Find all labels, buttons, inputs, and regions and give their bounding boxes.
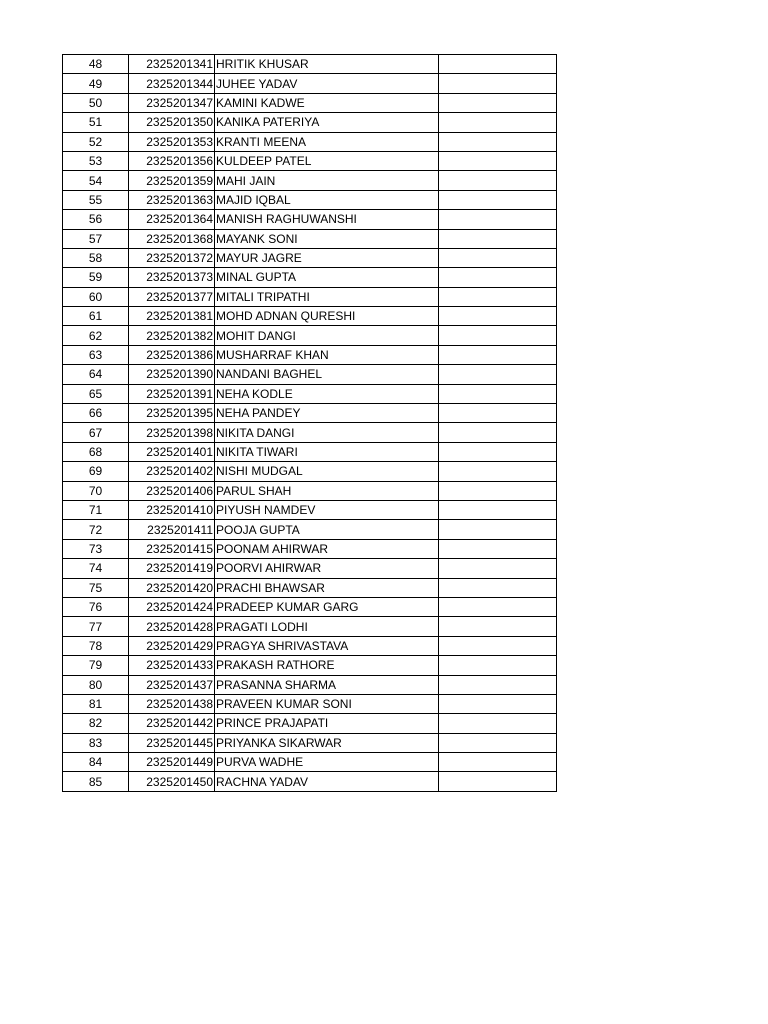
- student-name-cell: PRASANNA SHARMA: [215, 675, 439, 694]
- table-row: [63, 636, 557, 655]
- enrollment-number-cell: 2325201401: [129, 442, 215, 461]
- table-row: [63, 384, 557, 403]
- serial-number-cell: 64: [63, 365, 129, 384]
- student-name-cell: NISHI MUDGAL: [215, 462, 439, 481]
- blank-remarks-cell: [439, 423, 557, 442]
- enrollment-number-cell: 2325201359: [129, 171, 215, 190]
- student-name-cell: RACHNA YADAV: [215, 772, 439, 791]
- blank-remarks-cell: [439, 268, 557, 287]
- enrollment-number-cell: 2325201363: [129, 190, 215, 209]
- student-name-cell: POONAM AHIRWAR: [215, 539, 439, 558]
- enrollment-number-cell: 2325201410: [129, 500, 215, 519]
- enrollment-number-cell: 2325201420: [129, 578, 215, 597]
- student-name-cell: MINAL GUPTA: [215, 268, 439, 287]
- serial-number-cell: 75: [63, 578, 129, 597]
- blank-remarks-cell: [439, 113, 557, 132]
- blank-remarks-cell: [439, 151, 557, 170]
- enrollment-number-cell: 2325201356: [129, 151, 215, 170]
- student-name-cell: MAHI JAIN: [215, 171, 439, 190]
- blank-remarks-cell: [439, 93, 557, 112]
- table-row: [63, 229, 557, 248]
- table-row: [63, 597, 557, 616]
- blank-remarks-cell: [439, 55, 557, 74]
- student-name-cell: PRAGYA SHRIVASTAVA: [215, 636, 439, 655]
- enrollment-number-cell: 2325201411: [129, 520, 215, 539]
- enrollment-number-cell: 2325201402: [129, 462, 215, 481]
- table-row: [63, 326, 557, 345]
- serial-number-cell: 73: [63, 539, 129, 558]
- student-name-cell: JUHEE YADAV: [215, 74, 439, 93]
- serial-number-cell: 50: [63, 93, 129, 112]
- table-row: [63, 365, 557, 384]
- blank-remarks-cell: [439, 636, 557, 655]
- serial-number-cell: 79: [63, 656, 129, 675]
- table-row: [63, 617, 557, 636]
- serial-number-cell: 67: [63, 423, 129, 442]
- enrollment-number-cell: 2325201344: [129, 74, 215, 93]
- student-name-cell: NEHA PANDEY: [215, 404, 439, 423]
- table-row: [63, 442, 557, 461]
- student-name-cell: PURVA WADHE: [215, 753, 439, 772]
- blank-remarks-cell: [439, 462, 557, 481]
- student-list-table: [62, 54, 557, 792]
- student-name-cell: MANISH RAGHUWANSHI: [215, 210, 439, 229]
- table-row: [63, 539, 557, 558]
- enrollment-number-cell: 2325201424: [129, 597, 215, 616]
- serial-number-cell: 76: [63, 597, 129, 616]
- serial-number-cell: 61: [63, 307, 129, 326]
- student-name-cell: PRIYANKA SIKARWAR: [215, 733, 439, 752]
- table-row: [63, 248, 557, 267]
- serial-number-cell: 77: [63, 617, 129, 636]
- student-name-cell: MOHD ADNAN QURESHI: [215, 307, 439, 326]
- table-row: [63, 171, 557, 190]
- blank-remarks-cell: [439, 384, 557, 403]
- table-row: [63, 93, 557, 112]
- serial-number-cell: 70: [63, 481, 129, 500]
- enrollment-number-cell: 2325201395: [129, 404, 215, 423]
- blank-remarks-cell: [439, 578, 557, 597]
- serial-number-cell: 71: [63, 500, 129, 519]
- blank-remarks-cell: [439, 326, 557, 345]
- enrollment-number-cell: 2325201350: [129, 113, 215, 132]
- blank-remarks-cell: [439, 772, 557, 791]
- student-name-cell: PRAGATI LODHI: [215, 617, 439, 636]
- table-row: [63, 268, 557, 287]
- serial-number-cell: 72: [63, 520, 129, 539]
- serial-number-cell: 51: [63, 113, 129, 132]
- table-row: [63, 753, 557, 772]
- enrollment-number-cell: 2325201382: [129, 326, 215, 345]
- enrollment-number-cell: 2325201341: [129, 55, 215, 74]
- table-row: [63, 675, 557, 694]
- table-row: [63, 287, 557, 306]
- table-row: [63, 132, 557, 151]
- serial-number-cell: 56: [63, 210, 129, 229]
- blank-remarks-cell: [439, 442, 557, 461]
- student-name-cell: MITALI TRIPATHI: [215, 287, 439, 306]
- table-row: [63, 500, 557, 519]
- serial-number-cell: 54: [63, 171, 129, 190]
- serial-number-cell: 78: [63, 636, 129, 655]
- student-name-cell: NIKITA DANGI: [215, 423, 439, 442]
- serial-number-cell: 85: [63, 772, 129, 791]
- blank-remarks-cell: [439, 307, 557, 326]
- serial-number-cell: 65: [63, 384, 129, 403]
- table-row: [63, 714, 557, 733]
- enrollment-number-cell: 2325201438: [129, 694, 215, 713]
- student-name-cell: POORVI AHIRWAR: [215, 559, 439, 578]
- student-name-cell: MOHIT DANGI: [215, 326, 439, 345]
- blank-remarks-cell: [439, 287, 557, 306]
- blank-remarks-cell: [439, 539, 557, 558]
- enrollment-number-cell: 2325201391: [129, 384, 215, 403]
- serial-number-cell: 53: [63, 151, 129, 170]
- blank-remarks-cell: [439, 365, 557, 384]
- serial-number-cell: 58: [63, 248, 129, 267]
- table-row: [63, 151, 557, 170]
- serial-number-cell: 60: [63, 287, 129, 306]
- serial-number-cell: 84: [63, 753, 129, 772]
- student-name-cell: KULDEEP PATEL: [215, 151, 439, 170]
- table-row: [63, 55, 557, 74]
- serial-number-cell: 57: [63, 229, 129, 248]
- table-row: [63, 423, 557, 442]
- enrollment-number-cell: 2325201372: [129, 248, 215, 267]
- serial-number-cell: 68: [63, 442, 129, 461]
- enrollment-number-cell: 2325201445: [129, 733, 215, 752]
- enrollment-number-cell: 2325201364: [129, 210, 215, 229]
- serial-number-cell: 48: [63, 55, 129, 74]
- enrollment-number-cell: 2325201381: [129, 307, 215, 326]
- student-name-cell: PRAKASH RATHORE: [215, 656, 439, 675]
- blank-remarks-cell: [439, 520, 557, 539]
- student-name-cell: KRANTI MEENA: [215, 132, 439, 151]
- enrollment-number-cell: 2325201368: [129, 229, 215, 248]
- blank-remarks-cell: [439, 714, 557, 733]
- table-row: [63, 559, 557, 578]
- blank-remarks-cell: [439, 210, 557, 229]
- serial-number-cell: 82: [63, 714, 129, 733]
- blank-remarks-cell: [439, 753, 557, 772]
- student-name-cell: PRINCE PRAJAPATI: [215, 714, 439, 733]
- enrollment-number-cell: 2325201390: [129, 365, 215, 384]
- enrollment-number-cell: 2325201377: [129, 287, 215, 306]
- student-name-cell: MAYANK SONI: [215, 229, 439, 248]
- blank-remarks-cell: [439, 229, 557, 248]
- table-row: [63, 210, 557, 229]
- serial-number-cell: 66: [63, 404, 129, 423]
- blank-remarks-cell: [439, 171, 557, 190]
- serial-number-cell: 83: [63, 733, 129, 752]
- enrollment-number-cell: 2325201386: [129, 345, 215, 364]
- blank-remarks-cell: [439, 559, 557, 578]
- blank-remarks-cell: [439, 481, 557, 500]
- enrollment-number-cell: 2325201433: [129, 656, 215, 675]
- student-name-cell: PARUL SHAH: [215, 481, 439, 500]
- table-row: [63, 345, 557, 364]
- enrollment-number-cell: 2325201373: [129, 268, 215, 287]
- enrollment-number-cell: 2325201347: [129, 93, 215, 112]
- blank-remarks-cell: [439, 345, 557, 364]
- student-name-cell: PRADEEP KUMAR GARG: [215, 597, 439, 616]
- enrollment-number-cell: 2325201428: [129, 617, 215, 636]
- enrollment-number-cell: 2325201406: [129, 481, 215, 500]
- student-name-cell: POOJA GUPTA: [215, 520, 439, 539]
- blank-remarks-cell: [439, 617, 557, 636]
- table-row: [63, 733, 557, 752]
- table-row: [63, 656, 557, 675]
- table-row: [63, 462, 557, 481]
- student-name-cell: PRACHI BHAWSAR: [215, 578, 439, 597]
- blank-remarks-cell: [439, 248, 557, 267]
- student-name-cell: NIKITA TIWARI: [215, 442, 439, 461]
- table-row: [63, 113, 557, 132]
- serial-number-cell: 49: [63, 74, 129, 93]
- enrollment-number-cell: 2325201353: [129, 132, 215, 151]
- blank-remarks-cell: [439, 74, 557, 93]
- serial-number-cell: 74: [63, 559, 129, 578]
- serial-number-cell: 63: [63, 345, 129, 364]
- table-row: [63, 307, 557, 326]
- blank-remarks-cell: [439, 733, 557, 752]
- student-name-cell: MAJID IQBAL: [215, 190, 439, 209]
- blank-remarks-cell: [439, 404, 557, 423]
- table-row: [63, 481, 557, 500]
- table-row: [63, 578, 557, 597]
- enrollment-number-cell: 2325201437: [129, 675, 215, 694]
- table-row: [63, 74, 557, 93]
- student-name-cell: PRAVEEN KUMAR SONI: [215, 694, 439, 713]
- serial-number-cell: 69: [63, 462, 129, 481]
- student-name-cell: NANDANI BAGHEL: [215, 365, 439, 384]
- student-name-cell: NEHA KODLE: [215, 384, 439, 403]
- blank-remarks-cell: [439, 656, 557, 675]
- student-name-cell: PIYUSH NAMDEV: [215, 500, 439, 519]
- blank-remarks-cell: [439, 132, 557, 151]
- student-name-cell: MUSHARRAF KHAN: [215, 345, 439, 364]
- enrollment-number-cell: 2325201429: [129, 636, 215, 655]
- student-name-cell: MAYUR JAGRE: [215, 248, 439, 267]
- serial-number-cell: 59: [63, 268, 129, 287]
- enrollment-number-cell: 2325201442: [129, 714, 215, 733]
- student-name-cell: KAMINI KADWE: [215, 93, 439, 112]
- blank-remarks-cell: [439, 190, 557, 209]
- blank-remarks-cell: [439, 597, 557, 616]
- student-name-cell: KANIKA PATERIYA: [215, 113, 439, 132]
- enrollment-number-cell: 2325201449: [129, 753, 215, 772]
- enrollment-number-cell: 2325201398: [129, 423, 215, 442]
- table-row: [63, 190, 557, 209]
- student-name-cell: HRITIK KHUSAR: [215, 55, 439, 74]
- serial-number-cell: 62: [63, 326, 129, 345]
- enrollment-number-cell: 2325201415: [129, 539, 215, 558]
- table-row: [63, 694, 557, 713]
- table-row: [63, 772, 557, 791]
- blank-remarks-cell: [439, 694, 557, 713]
- table-row: [63, 520, 557, 539]
- blank-remarks-cell: [439, 500, 557, 519]
- serial-number-cell: 80: [63, 675, 129, 694]
- enrollment-number-cell: 2325201450: [129, 772, 215, 791]
- serial-number-cell: 81: [63, 694, 129, 713]
- blank-remarks-cell: [439, 675, 557, 694]
- serial-number-cell: 52: [63, 132, 129, 151]
- enrollment-number-cell: 2325201419: [129, 559, 215, 578]
- serial-number-cell: 55: [63, 190, 129, 209]
- table-row: [63, 404, 557, 423]
- student-list-body: [63, 55, 557, 792]
